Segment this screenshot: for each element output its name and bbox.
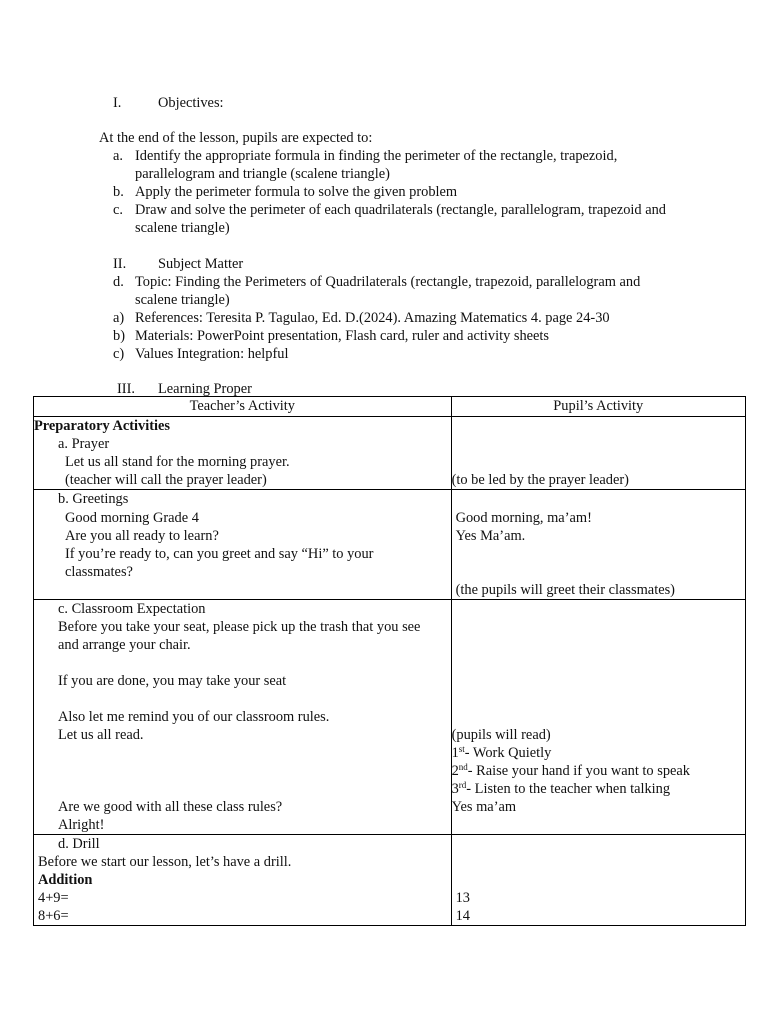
section-numeral-learning: III.: [117, 381, 135, 397]
subject-text: Topic: Finding the Perimeters of Quadrilaterals (rectangle, trapezoid, parallelogram and scalene triangle): [135, 274, 641, 308]
greetings-line: classmates?: [65, 564, 133, 580]
drill-line: Before we start our lesson, let’s have a drill.: [38, 854, 292, 870]
drill-heading: d. Drill: [58, 836, 100, 852]
table-row: [34, 490, 746, 600]
header-teacher: Teacher’s Activity: [34, 397, 452, 417]
greetings-line: Good morning Grade 4: [65, 510, 199, 526]
drill-answer: 13: [455, 890, 470, 906]
objective-text: Apply the perimeter formula to solve the given problem: [135, 184, 458, 200]
objective-item: [113, 201, 673, 237]
greetings-heading: b. Greetings: [58, 491, 129, 507]
table-row: [34, 835, 746, 926]
class-rule: 3rd- Listen to the teacher when talking: [451, 780, 671, 797]
list-marker: b.: [113, 184, 124, 200]
section-title-learning: Learning Proper: [158, 381, 252, 397]
drill-addition-label: Addition: [38, 872, 93, 888]
prayer-line: Let us all stand for the morning prayer.: [65, 454, 290, 470]
objective-text: Draw and solve the perimeter of each quadrilaterals (rectangle, parallelogram, trapezoid and scalene triangle): [135, 202, 666, 236]
class-rule: 1st- Work Quietly: [451, 744, 552, 761]
expectation-line: Also let me remind you of our classroom rules.: [58, 709, 330, 725]
drill-question: 4+9=: [38, 890, 69, 906]
greetings-line: If you’re ready to, can you greet and say “Hi” to your: [65, 546, 374, 562]
section-numeral-subject: II.: [113, 256, 127, 272]
expectation-heading: c. Classroom Expectation: [58, 601, 206, 617]
list-marker: a): [113, 310, 125, 326]
subject-item: [113, 273, 673, 309]
prayer-line: (teacher will call the prayer leader): [65, 472, 267, 488]
pupil-cell: [451, 490, 745, 600]
list-marker: b): [113, 328, 125, 344]
expectation-line: Before you take your seat, please pick up the trash that you see: [58, 619, 421, 635]
activities-table: [33, 396, 746, 926]
class-rule: 2nd- Raise your hand if you want to speak: [451, 762, 690, 779]
greetings-pupil-response: (the pupils will greet their classmates): [455, 582, 675, 598]
preparatory-heading: Preparatory Activities: [34, 418, 171, 434]
drill-answer: 14: [455, 908, 470, 924]
list-marker: c.: [113, 202, 123, 218]
section-numeral-objectives: I.: [113, 95, 122, 111]
pupil-cell: [451, 417, 745, 490]
expectation-line: Alright!: [58, 817, 105, 833]
teacher-cell: [34, 600, 452, 835]
objective-item: [113, 147, 673, 183]
table-row: [34, 600, 746, 835]
table-header-row: [34, 397, 746, 417]
pupil-cell: [451, 600, 745, 835]
objectives-intro: At the end of the lesson, pupils are expected to:: [99, 130, 373, 146]
subject-item: [113, 309, 673, 327]
subject-item: [113, 327, 673, 345]
greetings-pupil-response: Good morning, ma’am!: [455, 510, 592, 526]
subject-text: Materials: PowerPoint presentation, Flash card, ruler and activity sheets: [135, 328, 550, 344]
drill-question: 8+6=: [38, 908, 69, 924]
expectation-line: Are we good with all these class rules?: [58, 799, 283, 815]
subject-text: References: Teresita P. Tagulao, Ed. D.(2024). Amazing Matematics 4. page 24-30: [135, 310, 610, 326]
greetings-line: Are you all ready to learn?: [65, 528, 219, 544]
pupil-cell: [451, 835, 745, 926]
pupils-read-note: (pupils will read): [451, 727, 551, 743]
prayer-pupil-response: (to be led by the prayer leader): [451, 472, 629, 488]
section-title-subject: Subject Matter: [158, 256, 244, 272]
subject-item: [113, 345, 673, 363]
teacher-cell: [34, 835, 452, 926]
objective-text: Identify the appropriate formula in finding the perimeter of the rectangle, trapezoid, parallelogram and triangle (scalene triangle): [135, 148, 618, 182]
objective-item: [113, 183, 673, 201]
greetings-pupil-response: Yes Ma’am.: [455, 528, 526, 544]
list-marker: a.: [113, 148, 123, 164]
list-marker: c): [113, 346, 125, 362]
table-row: [34, 417, 746, 490]
subject-text: Values Integration: helpful: [135, 346, 289, 362]
teacher-cell: [34, 490, 452, 600]
section-title-objectives: Objectives:: [158, 95, 224, 111]
header-pupil: Pupil’s Activity: [451, 397, 745, 417]
prayer-heading: a. Prayer: [58, 436, 110, 452]
expectation-line: Let us all read.: [58, 727, 144, 743]
teacher-cell: [34, 417, 452, 490]
expectation-line: If you are done, you may take your seat: [58, 673, 287, 689]
list-marker: d.: [113, 274, 124, 290]
expectation-pupil-response: Yes ma’am: [451, 799, 517, 815]
expectation-line: and arrange your chair.: [58, 637, 191, 653]
